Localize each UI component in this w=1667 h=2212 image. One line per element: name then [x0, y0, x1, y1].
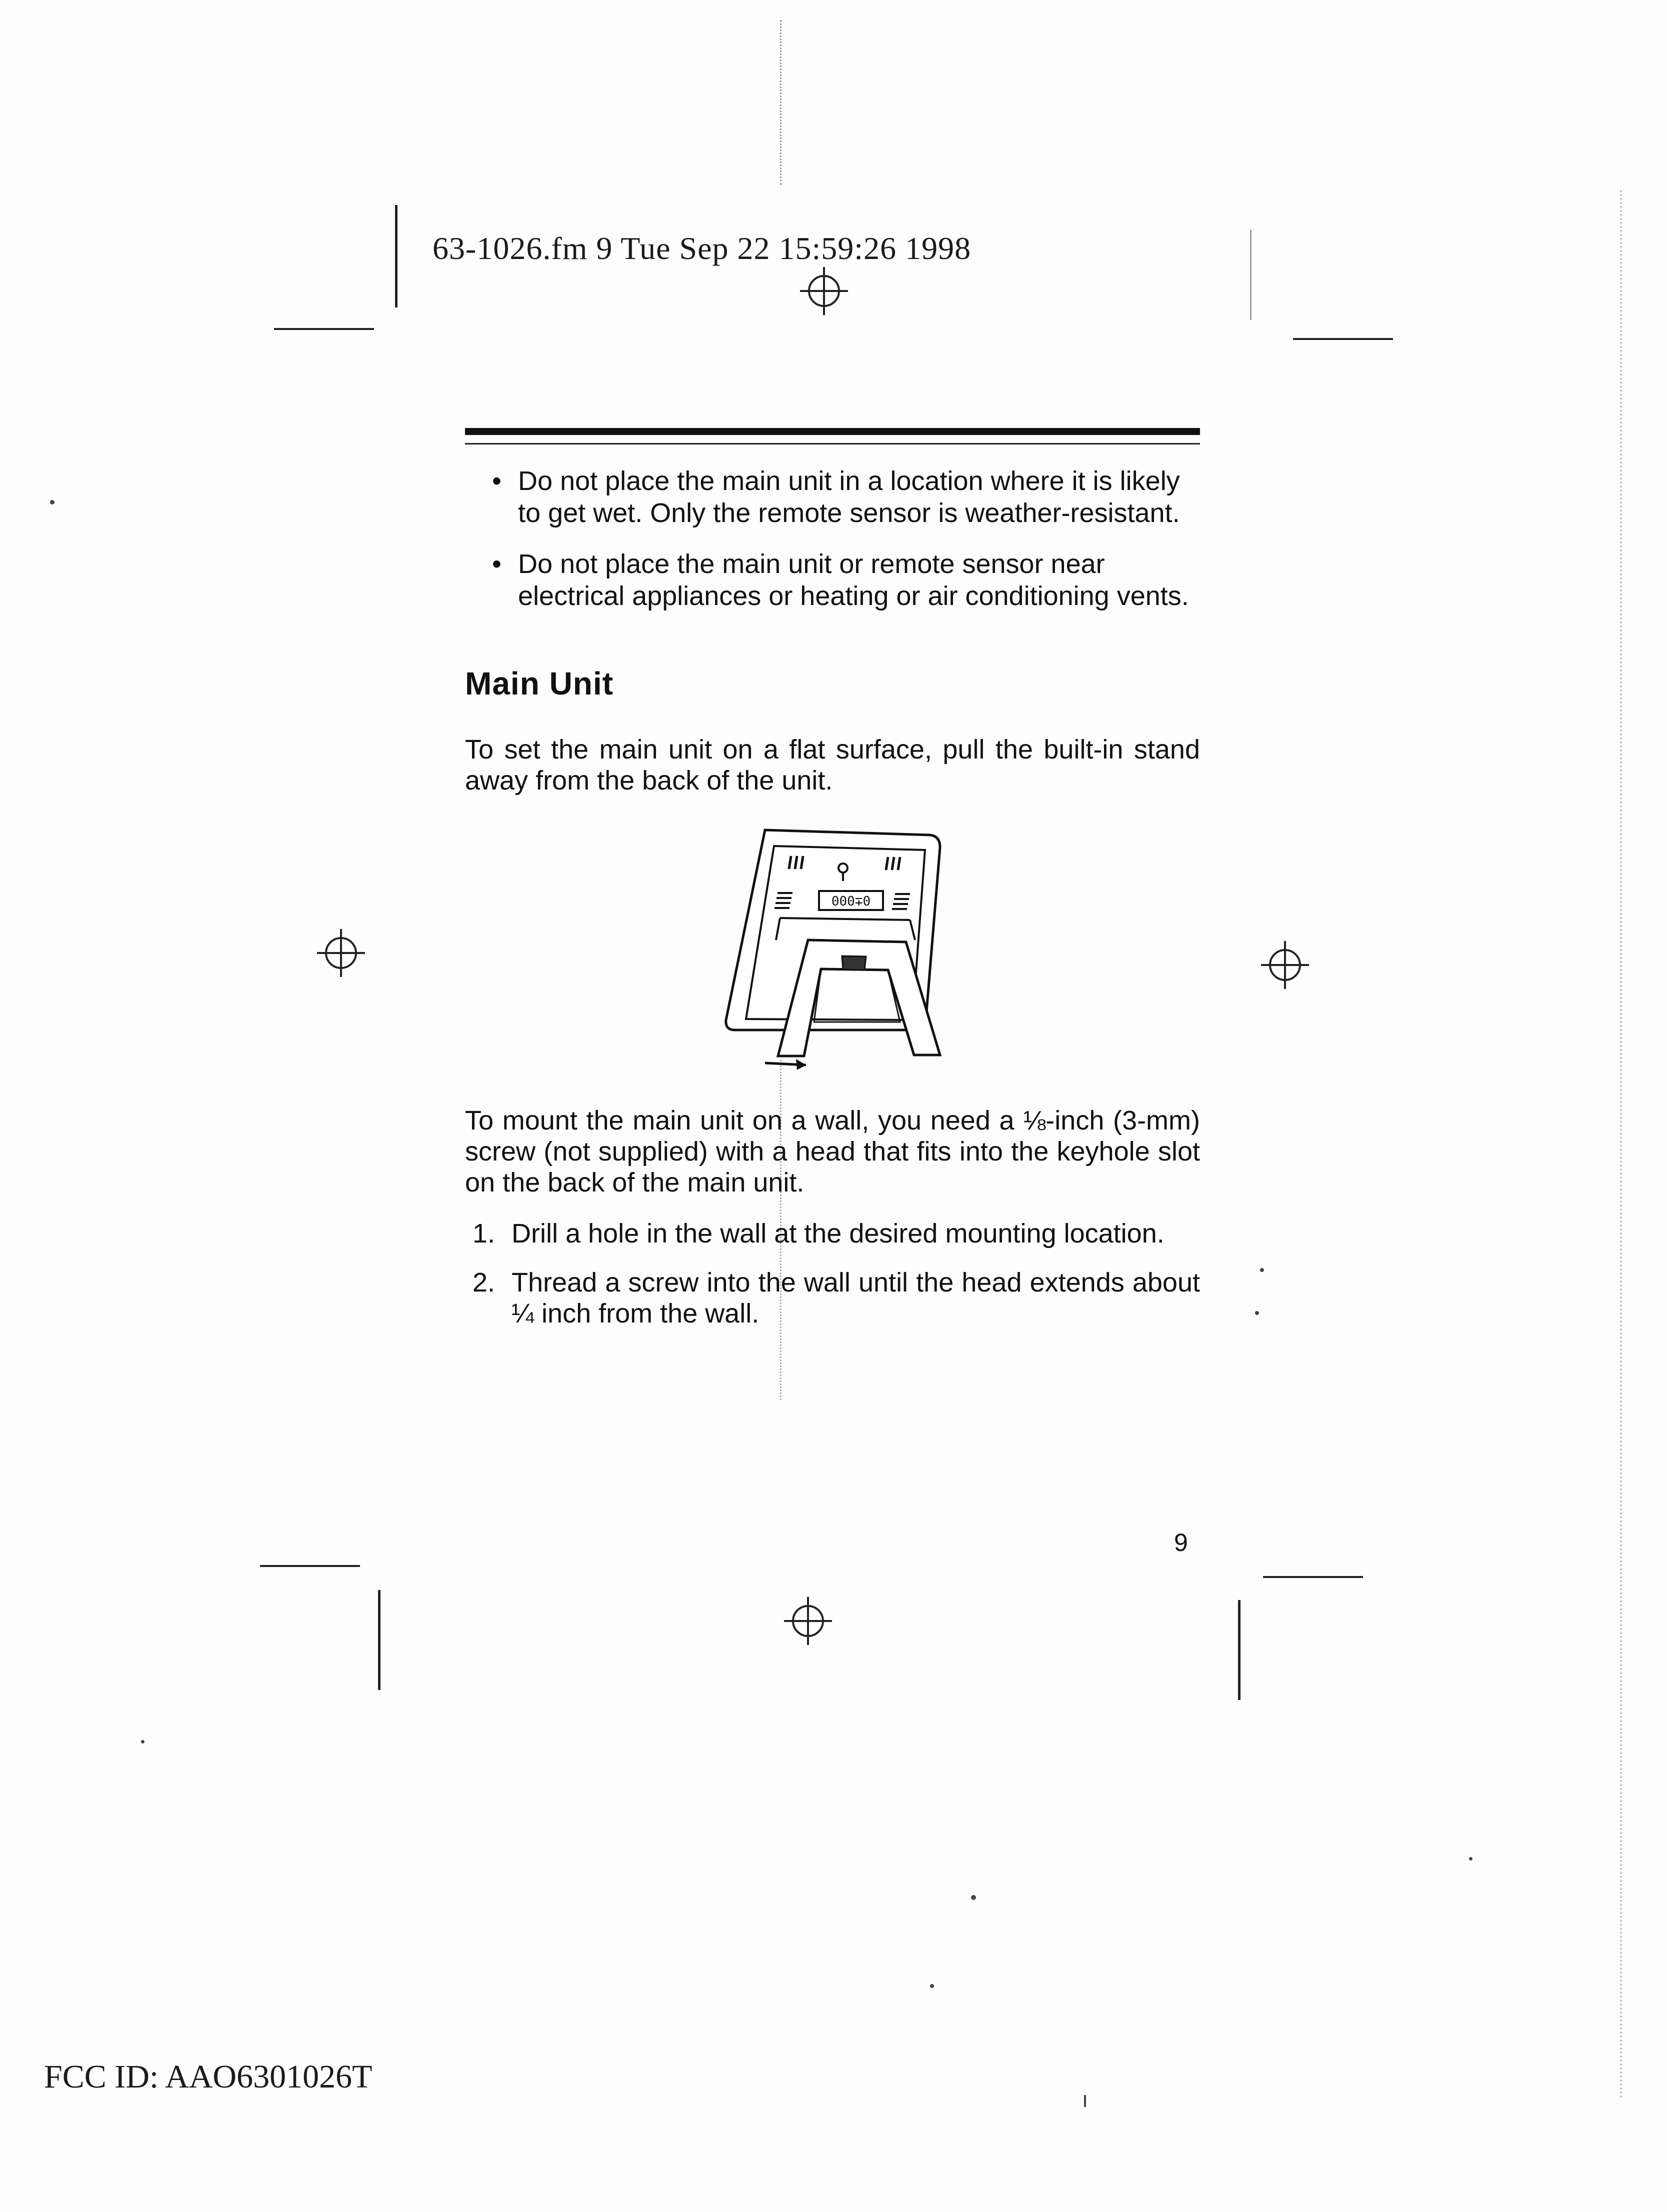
scan-speck [930, 1984, 934, 1988]
notes-list [485, 465, 1205, 631]
step-text: Drill a hole in the wall at the desired mounting location. [512, 1218, 1164, 1248]
steps-list [472, 1218, 1200, 1347]
scan-speck [1255, 1311, 1259, 1315]
registration-mark-bottom [782, 1595, 834, 1647]
crop-mark [395, 205, 398, 308]
crop-mark [1250, 230, 1252, 320]
list-item [485, 465, 1205, 529]
crop-mark [1238, 1600, 1240, 1700]
scan-speck [1469, 1857, 1472, 1860]
crop-mark [260, 1565, 360, 1567]
file-stamp-header: 63-1026.fm 9 Tue Sep 22 15:59:26 1998 [432, 230, 972, 266]
page-number: 9 [1174, 1528, 1188, 1556]
list-item [472, 1267, 1200, 1329]
header-rule-thick [465, 428, 1200, 435]
step-text: Thread a screw into the wall until the head extends about ¼ inch from the wall. [512, 1268, 1200, 1328]
section-heading: Main Unit [465, 666, 614, 702]
bullet-icon: • [492, 466, 502, 496]
scan-speck [141, 1740, 144, 1744]
note-text: Do not place the main unit in a location where it is likely to get wet. Only the remote sensor is weather-resistant. [518, 466, 1180, 528]
scan-speck [50, 500, 54, 504]
main-unit-stand-illustration [690, 820, 970, 1070]
panel-label: 000∓0 [831, 894, 871, 909]
crop-mark [1263, 1576, 1363, 1578]
stand-paragraph: To set the main unit on a flat surface, pull the built-in stand away from the back of the unit. [465, 734, 1200, 796]
crop-mark [378, 1590, 380, 1690]
list-item [485, 548, 1205, 612]
header-rule-thin [465, 443, 1200, 444]
scan-edge-artifact [1620, 190, 1622, 2100]
scan-artifact-top [780, 20, 782, 185]
note-text: Do not place the main unit or remote sensor near electrical appliances or heating or air conditioning vents. [518, 549, 1189, 611]
bullet-icon: • [492, 549, 502, 579]
scan-speck [1084, 2095, 1086, 2107]
mount-paragraph: To mount the main unit on a wall, you need a ⅛-inch (3-mm) screw (not supplied) with a head that fits into the keyhole slot on the back of the main unit. [465, 1106, 1200, 1198]
crop-mark [1293, 338, 1393, 340]
step-number: 1. [472, 1218, 496, 1248]
registration-mark-left [315, 927, 367, 979]
fcc-id: FCC ID: AAO6301026T [44, 2058, 372, 2095]
registration-mark-top [798, 265, 850, 317]
step-number: 2. [472, 1268, 496, 1298]
registration-mark-right [1259, 939, 1311, 991]
list-item [472, 1218, 1200, 1249]
scan-speck [1260, 1268, 1264, 1272]
crop-mark [274, 328, 374, 330]
scan-speck [971, 1895, 976, 1900]
